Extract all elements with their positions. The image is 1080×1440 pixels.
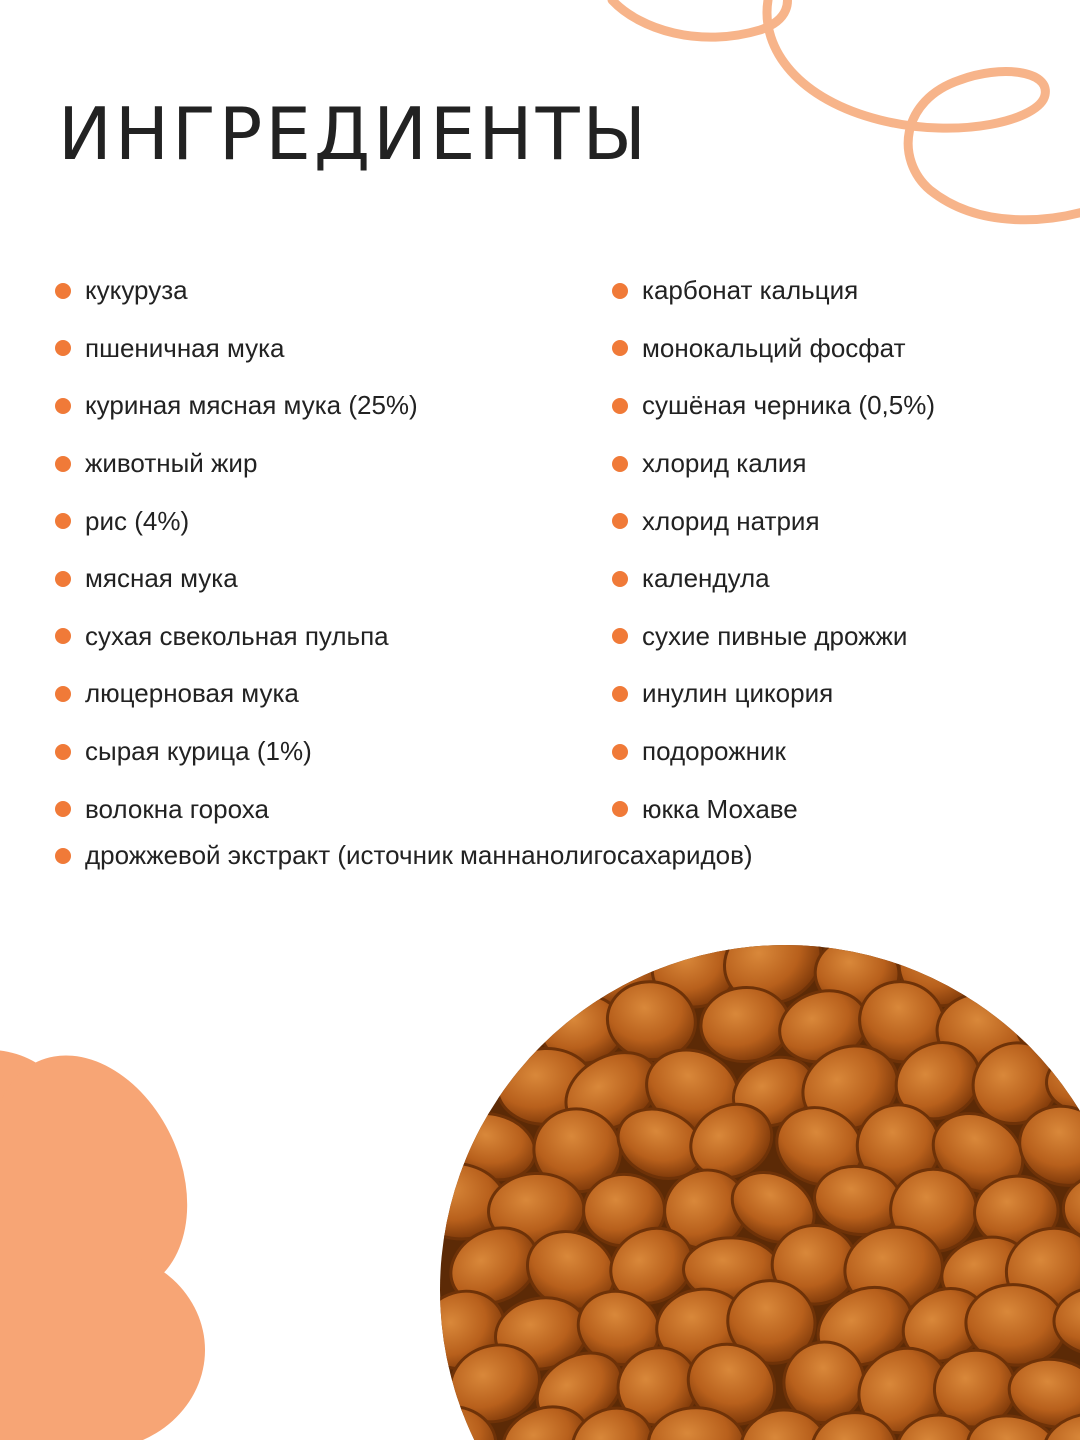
kibble-piece — [487, 1171, 586, 1250]
bullet-icon — [612, 744, 628, 760]
ingredient-label: инулин цикория — [642, 678, 834, 709]
kibble-piece — [438, 1213, 551, 1318]
kibble-piece — [602, 975, 701, 1065]
list-item — [55, 827, 753, 885]
list-item — [612, 262, 935, 320]
ingredient-label: куриная мясная мука (25%) — [85, 390, 418, 421]
ingredient-label: волокна гороха — [85, 793, 269, 824]
kibble-photo — [393, 903, 1080, 1440]
ingredient-label: хлорид натрия — [642, 505, 820, 536]
kibble-piece — [720, 1159, 826, 1256]
bullet-icon — [612, 456, 628, 472]
kibble-piece — [606, 1335, 710, 1437]
kibble-piece — [847, 969, 956, 1075]
kibble-piece — [739, 1409, 829, 1440]
kibble-piece — [711, 903, 835, 1018]
ingredient-label: мясная мука — [85, 563, 238, 594]
bullet-icon — [55, 340, 71, 356]
bullet-icon — [612, 340, 628, 356]
kibble-piece — [961, 1030, 1071, 1136]
kibble-piece — [961, 1279, 1070, 1371]
kibble-piece — [682, 1236, 781, 1304]
kibble-piece — [441, 1104, 543, 1189]
kibble-piece — [526, 1100, 629, 1200]
kibble-piece — [552, 1037, 671, 1145]
bullet-icon — [55, 571, 71, 587]
kibble-piece — [1007, 974, 1080, 1067]
bullet-icon — [55, 513, 71, 529]
bullet-icon — [55, 744, 71, 760]
ingredient-label: подорожник — [642, 736, 786, 767]
kibble-piece — [493, 1395, 598, 1440]
ingredient-label: люцерновая мука — [85, 678, 299, 709]
list-item — [55, 377, 418, 435]
ingredient-label: сырая курица (1%) — [85, 736, 312, 767]
bullet-icon — [612, 398, 628, 414]
kibble-piece — [1053, 1286, 1080, 1355]
list-item — [612, 665, 935, 723]
kibble-piece — [490, 1291, 593, 1377]
bullet-icon — [612, 283, 628, 299]
kibble-piece — [805, 1273, 924, 1380]
kibble-piece — [851, 1098, 946, 1193]
ingredient-label: дрожжевой экстракт (источник маннанолигосахаридов) — [85, 840, 753, 871]
bullet-icon — [612, 801, 628, 817]
bullet-icon — [55, 398, 71, 414]
list-item — [55, 550, 418, 608]
kibble-piece — [893, 1412, 981, 1440]
ingredients-list-right — [612, 262, 935, 838]
list-item — [55, 608, 418, 666]
kibble-piece — [929, 1345, 1020, 1432]
list-item — [612, 550, 935, 608]
kibble-piece — [568, 938, 661, 1004]
bullet-icon — [612, 628, 628, 644]
kibble-piece — [402, 1156, 512, 1246]
kibble-piece — [963, 924, 1065, 1012]
kibble-piece — [1045, 914, 1080, 1016]
kibble-piece — [524, 1338, 635, 1440]
kibble-piece — [674, 1329, 789, 1439]
ingredient-label: сухая свекольная пульпа — [85, 620, 389, 651]
list-item — [612, 492, 935, 550]
ingredient-label: карбонат кальция — [642, 275, 859, 306]
bullet-icon — [612, 571, 628, 587]
kibble-piece — [458, 984, 550, 1068]
ingredient-label: животный жир — [85, 448, 258, 479]
kibble-piece — [769, 1327, 879, 1437]
kibble-piece — [496, 1047, 596, 1126]
bullet-icon — [55, 283, 71, 299]
kibble-piece — [652, 1284, 751, 1371]
kibble-piece — [809, 1410, 899, 1440]
kibble-piece — [764, 1094, 874, 1198]
kibble-piece — [883, 1029, 992, 1133]
kibble-piece — [1041, 1409, 1080, 1440]
kibble-piece — [840, 1222, 947, 1316]
list-item — [55, 665, 418, 723]
kibble-piece — [634, 1037, 750, 1144]
kibble-piece — [919, 1098, 1036, 1207]
kibble-piece — [932, 987, 1039, 1079]
kibble-piece — [810, 1160, 907, 1241]
kibble-piece — [598, 1214, 706, 1317]
ingredient-label: календула — [642, 563, 770, 594]
ingredient-label: пшеничная мука — [85, 332, 285, 363]
kibble-piece — [718, 1271, 824, 1373]
kibble-piece — [560, 1396, 664, 1440]
list-item — [55, 262, 418, 320]
list-item — [55, 435, 418, 493]
list-item — [55, 492, 418, 550]
list-item — [55, 320, 418, 378]
kibble-piece — [393, 1033, 507, 1138]
kibble-piece — [415, 931, 501, 1004]
kibble-piece — [972, 1173, 1061, 1251]
kibble-piece — [539, 993, 625, 1066]
list-item — [612, 723, 935, 781]
kibble-piece — [648, 1407, 746, 1440]
kibble-piece — [998, 1219, 1080, 1321]
swirl-ribbon — [612, 0, 1080, 220]
ingredients-list-left — [55, 262, 418, 838]
kibble-piece — [568, 1280, 670, 1376]
ingredient-label: рис (4%) — [85, 505, 190, 536]
kibble-piece — [813, 935, 900, 1012]
bullet-icon — [612, 513, 628, 529]
kibble-piece — [654, 1159, 759, 1260]
bullet-icon — [55, 848, 71, 864]
kibble-piece — [678, 1090, 785, 1191]
ingredient-label: юкка Мохаве — [642, 793, 798, 824]
ingredient-label: монокальций фосфат — [642, 332, 906, 363]
kibble-piece — [960, 1407, 1067, 1440]
kibble-piece — [1043, 1042, 1080, 1117]
kibble-piece — [933, 1227, 1037, 1316]
list-item — [612, 435, 935, 493]
ingredient-label: сушёная черника (0,5%) — [642, 390, 935, 421]
list-item — [612, 377, 935, 435]
kibble-piece — [791, 1032, 910, 1142]
kibble-piece — [722, 1045, 825, 1139]
list-item — [612, 320, 935, 378]
kibble-piece — [844, 1332, 964, 1440]
bullet-icon — [55, 801, 71, 817]
ingredient-label: хлорид калия — [642, 448, 807, 479]
kibble-piece — [897, 920, 985, 1008]
bullet-icon — [55, 628, 71, 644]
bullet-icon — [612, 686, 628, 702]
kibble-piece — [771, 981, 875, 1072]
kibble-piece — [887, 1165, 981, 1256]
kibble-piece — [1010, 1095, 1080, 1196]
flower-shape — [0, 1024, 224, 1440]
kibble-piece — [486, 919, 590, 1003]
kibble-piece — [405, 1405, 498, 1440]
kibble-piece — [698, 984, 792, 1064]
page-title: ИНГРЕДИЕНТЫ — [58, 92, 650, 176]
kibble-piece — [652, 931, 736, 1008]
kibble-piece — [607, 1097, 713, 1191]
kibble-piece — [1063, 1174, 1080, 1243]
bullet-icon — [55, 686, 71, 702]
kibble-piece — [772, 1226, 857, 1305]
list-item — [612, 608, 935, 666]
kibble-piece — [441, 1334, 549, 1433]
kibble-piece — [409, 1279, 517, 1381]
kibble-piece — [582, 1173, 665, 1247]
kibble-piece — [515, 1218, 627, 1323]
ingredient-label: кукуруза — [85, 275, 188, 306]
ingredient-label: сухие пивные дрожжи — [642, 620, 908, 651]
kibble-piece — [891, 1275, 998, 1375]
kibble-piece — [1003, 1352, 1080, 1435]
bullet-icon — [55, 456, 71, 472]
list-item — [55, 723, 418, 781]
